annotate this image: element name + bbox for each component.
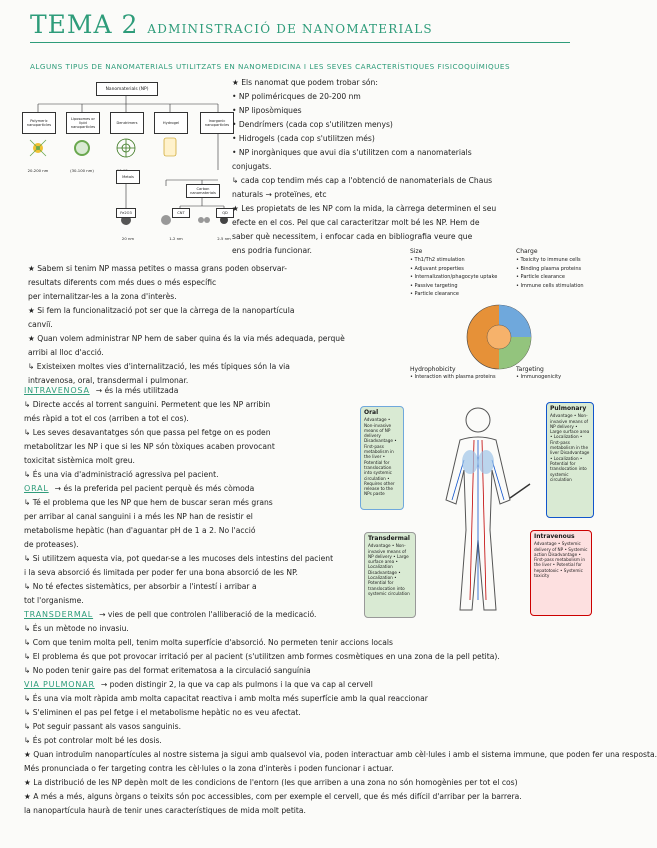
- note-line: metabolisme hepàtic (han d'aguantar pH de 1 a 2. No l'acció: [24, 526, 256, 535]
- note-line: ↳ No té efectes sistemàtics, per absorbir a l'intestí i arribar a: [24, 582, 257, 591]
- note-line: [24, 384, 354, 398]
- note-line: toxicitat sistèmica molt greu.: [24, 456, 135, 465]
- cnt-box: [172, 208, 190, 218]
- hydrogel-label: Hydrogel: [162, 121, 180, 125]
- note-line: [24, 482, 354, 496]
- note-line: ★ Quan introduïm nanopartícules al nostre sistema ja sigui amb qualsevol via, poden interactuar amb cèl·lules i amb el sistema immune, que poden fer una resposta.: [24, 750, 657, 759]
- metals-label: Metals: [122, 175, 134, 179]
- fe2o3-box: [116, 208, 136, 218]
- note-line: ↳ No poden tenir gaire pas del format eritematosa a la circulació sanguínia: [24, 666, 311, 675]
- size-qd: 2-5 nm: [217, 236, 231, 241]
- note-line: ★ Quan volem administrar NP hem de saber quina és la via més adequada, perquè: [28, 334, 345, 343]
- note-line: ↳ cada cop tendim més cap a l'obtenció de nanomaterials de Chaus: [232, 176, 493, 185]
- oral-text: Advantage • Non-invasive means of NP delivery Disadvantage • First-pass metabolism in the liver • Potential for translocation into systemic circulation • Requires other release to the NPs paste: [364, 417, 397, 497]
- route-heading-tail: → poden distingir 2, la que va cap als pulmons i la que va cap al cervell: [100, 680, 373, 689]
- property-item: • Passive targeting: [410, 282, 458, 289]
- note-line: canviï.: [28, 320, 53, 329]
- intravenous-text: Advantage • Systemic delivery of NP • Systemic action Disadvantage • First-pass metabolism in the liver • Potential for hepatotoxic • Systemic toxicity: [534, 541, 588, 579]
- note-line: • NP inorgàniques que avui dia s'utilitzen com a nanomaterials: [232, 148, 472, 157]
- note-line: metabolitzar les NP i que si les NP són tòxiques acaben provocant: [24, 442, 275, 451]
- note-line: ↳ S'eliminen el pas pel fetge i el metabolisme hepàtic no es veu afectat.: [24, 708, 301, 717]
- note-line: • Dendrímers (cada cop s'utilitzen menys): [232, 120, 393, 129]
- root-label: Nanomaterials (NP): [105, 86, 149, 92]
- diagram-lines: [20, 80, 232, 250]
- property-item-text: Interaction with plasma proteins: [414, 374, 496, 380]
- pulmonary-text: Advantage • Non-invasive means of NP delivery • Large surface area • Localization • First-pass metabolism in the liver Disadvantage • Localization • Potential for translocation into systemic circulation: [550, 413, 590, 482]
- route-heading-tail: → vies de pell que controlen l'alliberació de la medicació.: [99, 610, 317, 619]
- note-line: ↳ És una via d'administració agressiva pel pacient.: [24, 470, 219, 479]
- property-item: • Immune cells stimulation: [516, 282, 584, 289]
- note-line: la nanopartícula haurà de tenir unes característiques de mida molt petita.: [24, 806, 306, 815]
- note-line: ★ Les propietats de les NP com la mida, la càrrega determinen el seu: [232, 204, 497, 213]
- note-line: resultats diferents com més dues o més específic: [28, 278, 217, 287]
- liposome-label: Liposomes or lipid nanoparticles: [70, 117, 96, 129]
- property-item-text: Immunogenicity: [520, 374, 562, 380]
- property-item: • Th1/Th2 stimulation: [410, 257, 465, 263]
- note-line: [24, 608, 584, 622]
- route-heading: INTRAVENOSA: [24, 386, 90, 395]
- note-line: • NP poliméricques de 20-200 nm: [232, 92, 361, 101]
- root-box: [96, 82, 158, 96]
- size-liposome: (30-100 nm): [70, 168, 94, 173]
- note-line: • Hidrogels (cada cop s'utilitzen més): [232, 134, 375, 143]
- note-line: ens podria funcionar.: [232, 246, 312, 255]
- property-item-text: Binding plasma proteins: [520, 265, 582, 272]
- size-title: Size: [410, 248, 423, 255]
- hydrogel-box: [154, 112, 188, 134]
- note-line: més ràpid a tot el cos (arriben a tot el cos).: [24, 414, 189, 423]
- hydro-title: Hydrophobicity: [410, 366, 456, 373]
- transdermal-title: Transdermal: [368, 535, 410, 542]
- note-line: ★ Sabem si tenim NP massa petites o massa grans poden observar-: [28, 264, 287, 273]
- note-line: ↳ És un mètode no invasiu.: [24, 624, 129, 633]
- property-item: • Binding plasma proteins: [516, 265, 582, 272]
- target-title: Targeting: [516, 366, 544, 373]
- note-line: • NP liposòmiques: [232, 106, 302, 115]
- intravenous-title: Intravenous: [534, 533, 575, 540]
- note-line: per internalitzar-les a la zona d'interès.: [28, 292, 177, 301]
- charge-title: Charge: [516, 248, 538, 255]
- dendrimer-label: Dendrimers: [116, 121, 138, 125]
- middle-notes: [28, 262, 408, 388]
- note-line: ↳ Si utilitzem aquesta via, pot quedar-se a les mucoses dels intestins del pacient: [24, 554, 334, 563]
- polymer-np-icon: [30, 140, 46, 156]
- title-rest: ADMINISTRACIÓ DE NANOMATERIALS: [147, 22, 433, 36]
- np-properties-sphere: [454, 302, 544, 372]
- property-item-text: Th1/Th2 stimulation: [414, 257, 465, 263]
- inorganic-box: [200, 112, 234, 134]
- note-line: ↳ Directe accés al torrent sanguini. Permetent que les NP arribin: [24, 400, 271, 409]
- property-item: • Toxicity to immune cells: [516, 257, 581, 263]
- property-item: • Immunogenicity: [516, 374, 562, 380]
- note-line: ↳ Com que tenim molta pell, tenim molta superfície d'absorció. No permeten tenir accions locals: [24, 638, 393, 647]
- property-item-text: Particle clearance: [414, 291, 460, 297]
- note-line: ↳ És pot controlar molt bé les dosis.: [24, 736, 162, 745]
- liposome-icon: [75, 141, 89, 155]
- note-line: efecte en el cos. Pel que cal caracteritzar molt bé les NP. Hem de: [232, 218, 480, 227]
- liposome-box: [66, 112, 100, 134]
- size-polymer: 20-200 nm: [27, 168, 49, 173]
- nanomaterial-diagram: [20, 80, 232, 250]
- property-item: • Adjuvant properties: [410, 265, 464, 272]
- hydro-items: [410, 373, 496, 382]
- cnt-label: CNT: [177, 211, 185, 215]
- title-main: TEMA 2: [30, 10, 139, 39]
- inorganic-label: Inorganic nanoparticles: [204, 119, 230, 127]
- note-line: intravenosa, oral, transdermal i pulmonar.: [28, 376, 189, 385]
- note-line: ↳ És una via molt ràpida amb molta capacitat reactiva i amb molta més superfície amb la qual reaccionar: [24, 694, 428, 703]
- note-line: saber què necessitem, i enfocar cada en bibliografia veure que: [232, 232, 473, 241]
- properties-panel: [410, 248, 594, 380]
- charge-items: [516, 256, 584, 290]
- title-underline: [30, 42, 570, 43]
- property-item: • Internalization/phagocyte uptake: [410, 274, 498, 280]
- property-item-text: Immune cells stimulation: [520, 282, 584, 289]
- route-heading-tail: → és la preferida pel pacient perquè és més còmoda: [54, 484, 255, 493]
- route-heading-tail: → és la més utilitzada: [95, 386, 179, 395]
- size-cnt: 1-2 nm: [169, 236, 183, 241]
- note-line: ↳ Les seves desavantatges són que passa pel fetge on es poden: [24, 428, 271, 437]
- property-item-text: Toxicity to immune cells: [520, 257, 581, 263]
- note-line: Més pronunciada o fer targeting contra les cèl·lules o la zona d'interès i poden funcionar i actuar.: [24, 764, 394, 773]
- top-notes: [232, 76, 592, 258]
- pulmonary-title: Pulmonary: [550, 405, 587, 412]
- property-item-text: Particle clearance: [520, 274, 566, 280]
- target-items: [516, 373, 561, 382]
- note-line: ★ La distribució de les NP depèn molt de les condicions de l'entorn (les que arriben a una zona no són homogènies per tot el cos): [24, 778, 518, 787]
- note-line: arribi al lloc d'acció.: [28, 348, 104, 357]
- note-line: i la seva absorció és limitada per poder fer una bona absorció de les NP.: [24, 568, 298, 577]
- size-items: [410, 256, 497, 299]
- property-item-text: Passive targeting: [414, 282, 458, 289]
- property-item: • Interaction with plasma proteins: [410, 374, 496, 380]
- fe2o3-label: Fe2O3: [120, 211, 132, 215]
- dendrimer-icon: [117, 139, 135, 157]
- note-line: ↳ Té el problema que les NP que hem de buscar seran més grans: [24, 498, 273, 507]
- dendrimer-box: [110, 112, 144, 134]
- metals-box: [116, 170, 140, 184]
- note-line: tot l'organisme.: [24, 596, 84, 605]
- note-line: ↳ El problema és que pot provocar irritació per al pacient (s'utilitzen amb formes cosmètiques en una zona de la pell petita).: [24, 652, 500, 661]
- oral-title: Oral: [364, 409, 379, 416]
- polymer-box: [22, 112, 56, 134]
- property-item: • Particle clearance: [516, 274, 566, 280]
- note-line: per arribar al canal sanguini i a més les NP han de resistir el: [24, 512, 253, 521]
- route-heading: TRANSDERMAL: [24, 610, 94, 619]
- property-item-text: Internalization/phagocyte uptake: [414, 274, 498, 280]
- note-line: conjugats.: [232, 162, 272, 171]
- qd-label: QD: [222, 211, 228, 215]
- note-line: de proteases).: [24, 540, 79, 549]
- transdermal-text: Advantage • Non-invasive means of NP delivery • Large surface area • Localization Disadvantage • Localization • Potential for translocation into systemic circulation: [368, 543, 410, 596]
- hydrogel-icon: [164, 138, 176, 156]
- carbon-label: Carbon nanomaterials: [190, 187, 216, 195]
- note-line: ★ A més a més, alguns òrgans o teixits són poc accessibles, com per exemple el cervell, que és més difícil d'arribar per la barrera.: [24, 792, 522, 801]
- note-line: naturals → proteïnes, etc: [232, 190, 327, 199]
- note-line: ↳ Existeixen moltes vies d'internalització, les més típiques són la via: [28, 362, 290, 371]
- property-item: • Particle clearance: [410, 291, 460, 297]
- note-line: ★ Si fem la funcionalització pot ser que la càrrega de la nanopartícula: [28, 306, 295, 315]
- route-heading: VIA PULMONAR: [24, 680, 95, 689]
- lower-notes: [24, 384, 657, 818]
- polymer-label: Polymeric nanoparticles: [26, 119, 52, 127]
- route-heading: ORAL: [24, 484, 49, 493]
- property-item-text: Adjuvant properties: [414, 265, 464, 272]
- subtitle: ALGUNS TIPUS DE NANOMATERIALS UTILITZATS EN NANOMEDICINA I LES SEVES CARACTERÍSTIQUES FISICOQUÍMIQUES: [30, 62, 511, 71]
- note-line: ★ Els nanomat que podem trobar són:: [232, 78, 378, 87]
- page-title: [30, 10, 433, 39]
- note-line: ↳ Pot seguir passant als vasos sanguinis.: [24, 722, 181, 731]
- carbon-box: [186, 184, 220, 198]
- note-line: [24, 678, 584, 692]
- size-fe2o3: 20 nm: [121, 236, 135, 241]
